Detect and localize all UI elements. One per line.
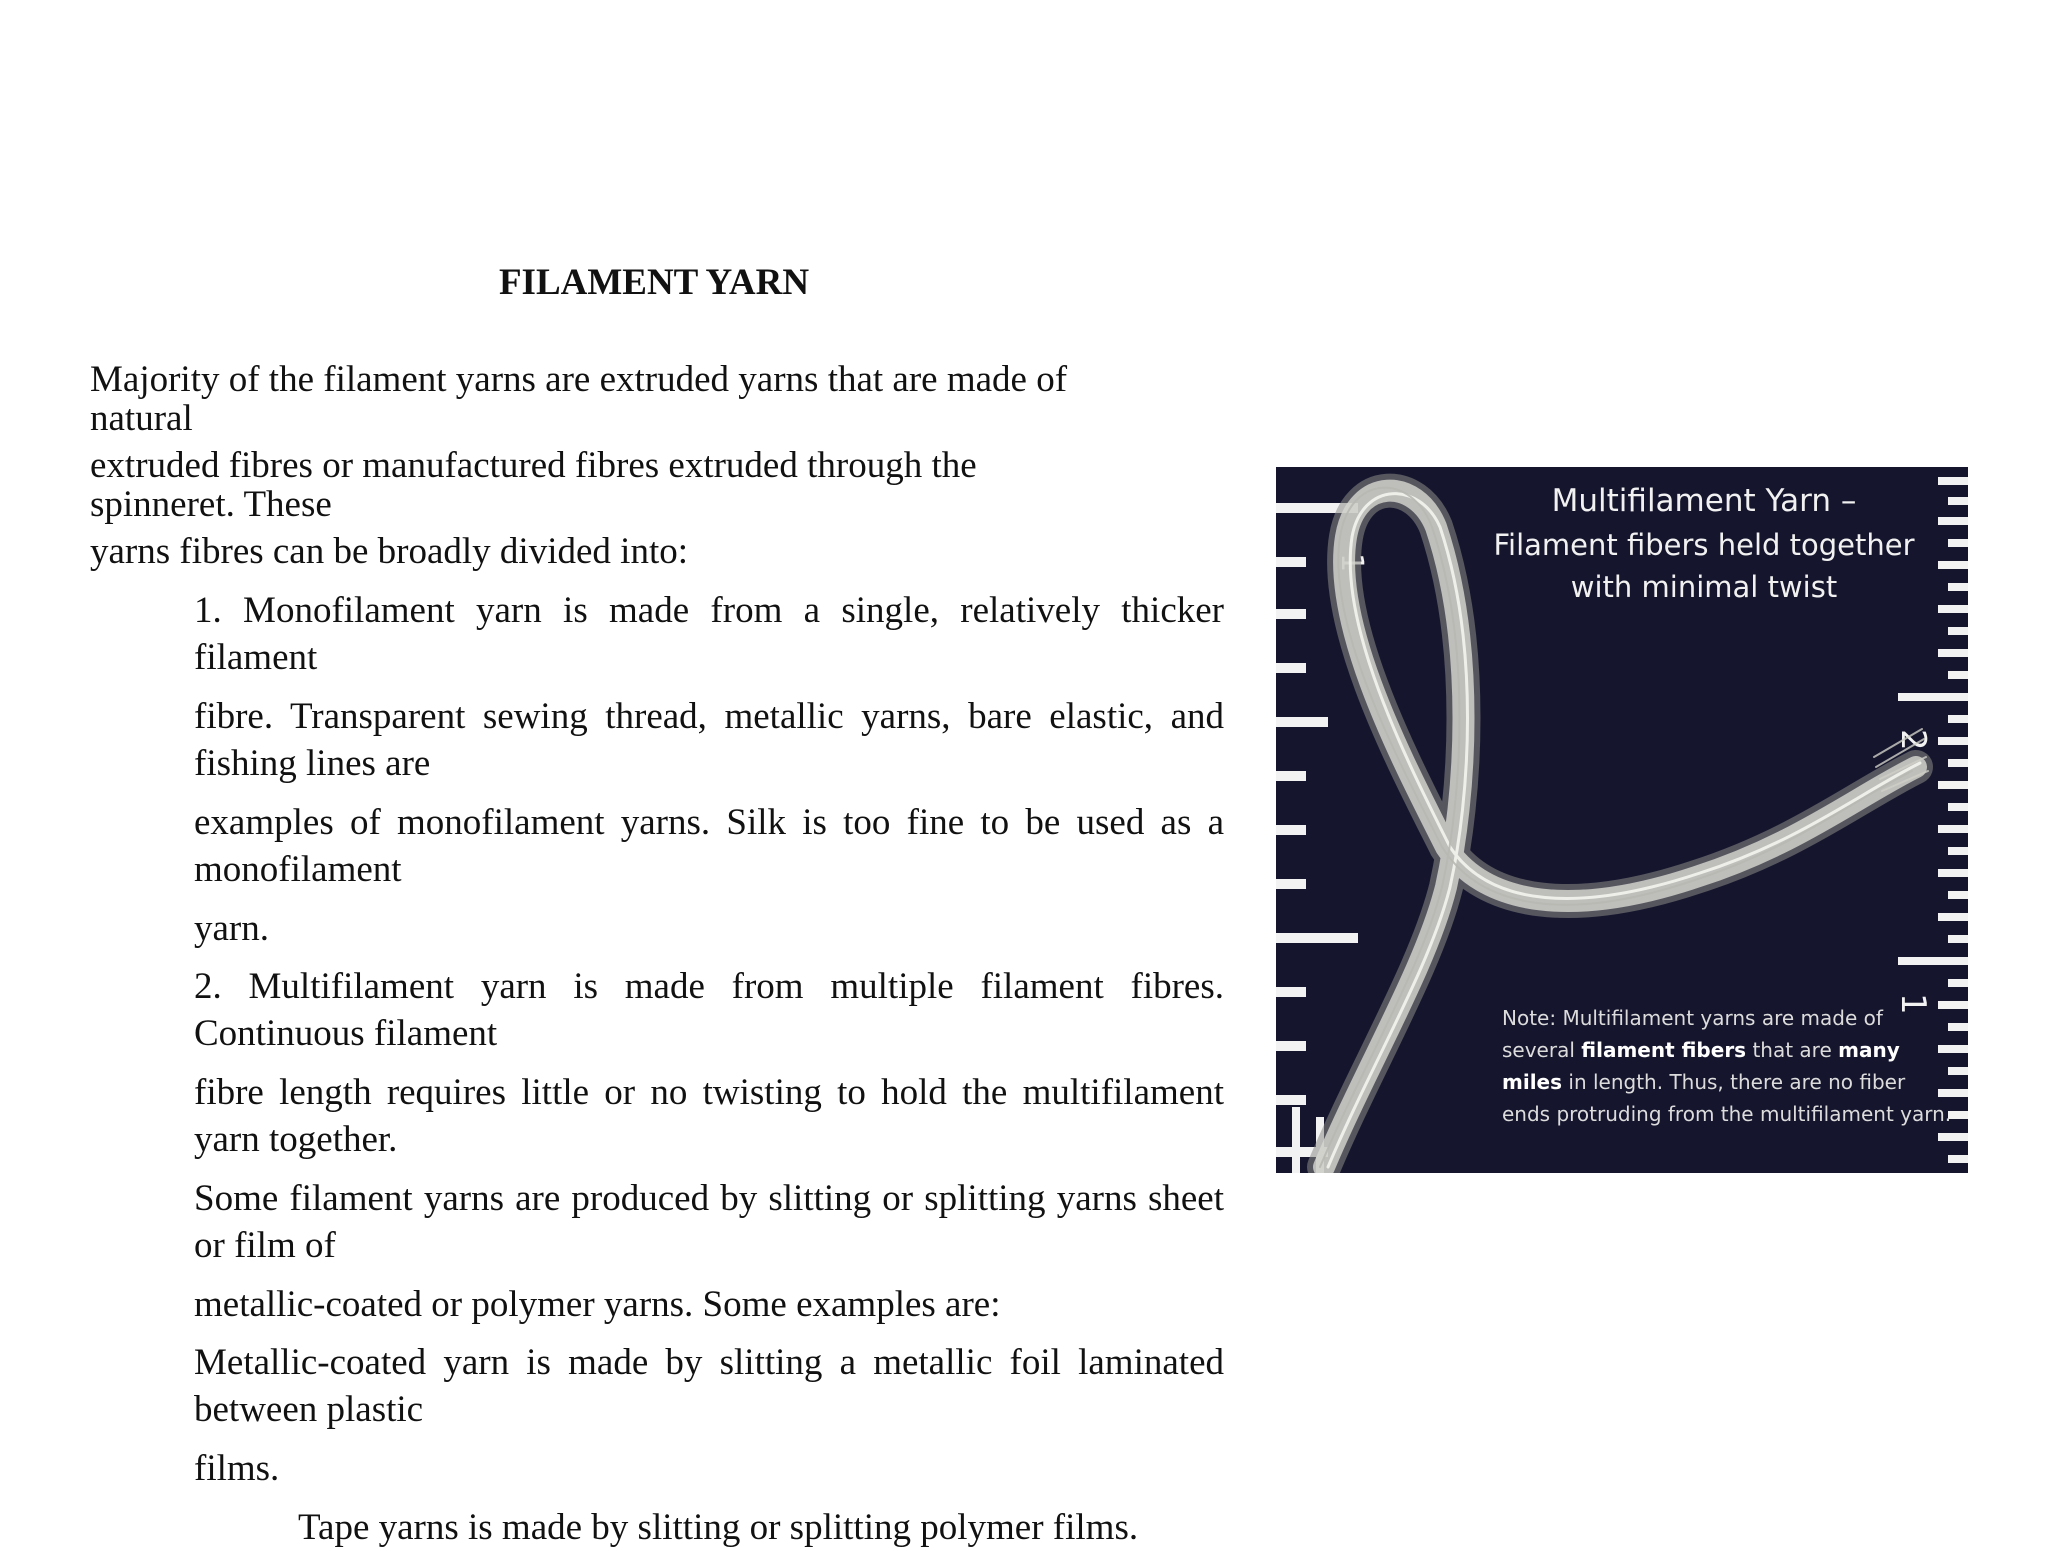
multifilament-yarn-figure: [1276, 467, 1968, 1173]
intro-line: spinneret. These: [90, 484, 332, 525]
note-emphasis: many: [1838, 1038, 1900, 1062]
paragraph-tape-yarn: Tape yarns is made by slitting or splitting polymer films.: [298, 1507, 1139, 1548]
paragraph-monofilament-4: yarn.: [194, 908, 269, 949]
note-text: several: [1502, 1038, 1582, 1062]
figure-title-line-1: Multifilament Yarn –: [1551, 483, 1857, 519]
paragraph-metallic-1: Metallic-coated yarn is made by slitting a metallic foil laminated between plastic: [194, 1342, 1224, 1430]
figure-title-line-2: Filament fibers held together: [1493, 528, 1915, 562]
note-text: that are: [1746, 1038, 1839, 1062]
figure-illustration: [1276, 467, 1968, 1173]
paragraph-monofilament-3: examples of monofilament yarns. Silk is too fine to be used as a monofilament: [194, 802, 1224, 890]
note-emphasis: filament fibers: [1581, 1038, 1747, 1062]
intro-line: extruded fibres or manufactured fibres extruded through the: [90, 445, 977, 486]
ruler-left-label: 1: [1334, 553, 1369, 573]
intro-line: Majority of the filament yarns are extruded yarns that are made of: [90, 359, 1068, 400]
figure-note-line-2: [1502, 1038, 1900, 1062]
paragraph-multifilament-2: fibre length requires little or no twisting to hold the multifilament yarn together.: [194, 1072, 1224, 1160]
paragraph-slitting-1: Some filament yarns are produced by slitting or splitting yarns sheet or film of: [194, 1178, 1224, 1266]
right-ruler: [1898, 477, 1968, 1163]
paragraph-metallic-2: films.: [194, 1448, 280, 1489]
note-emphasis: miles: [1502, 1070, 1563, 1094]
paragraph-multifilament-1: 2. Multifilament yarn is made from multiple filament fibres. Continuous filament: [194, 966, 1224, 1054]
ruler-right-label-bottom: 1: [1893, 993, 1933, 1015]
figure-title-line-3: with minimal twist: [1570, 570, 1838, 604]
intro-line: natural: [90, 398, 193, 439]
paragraph-monofilament-2: fibre. Transparent sewing thread, metallic yarns, bare elastic, and fishing lines are: [194, 696, 1224, 784]
figure-note-line-4: ends protruding from the multifilament yarn.: [1502, 1102, 1952, 1126]
paragraph-slitting-2: metallic-coated or polymer yarns. Some examples are:: [194, 1284, 1001, 1325]
note-text: in length. Thus, there are no fiber: [1562, 1070, 1906, 1094]
figure-note-line-3: [1502, 1070, 1906, 1094]
figure-note-line-1: Note: Multifilament yarns are made of: [1502, 1006, 1883, 1030]
ruler-right-label-top: 2: [1893, 729, 1933, 751]
page-title: FILAMENT YARN: [498, 262, 810, 303]
paragraph-monofilament-1: 1. Monofilament yarn is made from a single, relatively thicker filament: [194, 590, 1224, 678]
intro-line: yarns fibres can be broadly divided into:: [90, 531, 688, 572]
